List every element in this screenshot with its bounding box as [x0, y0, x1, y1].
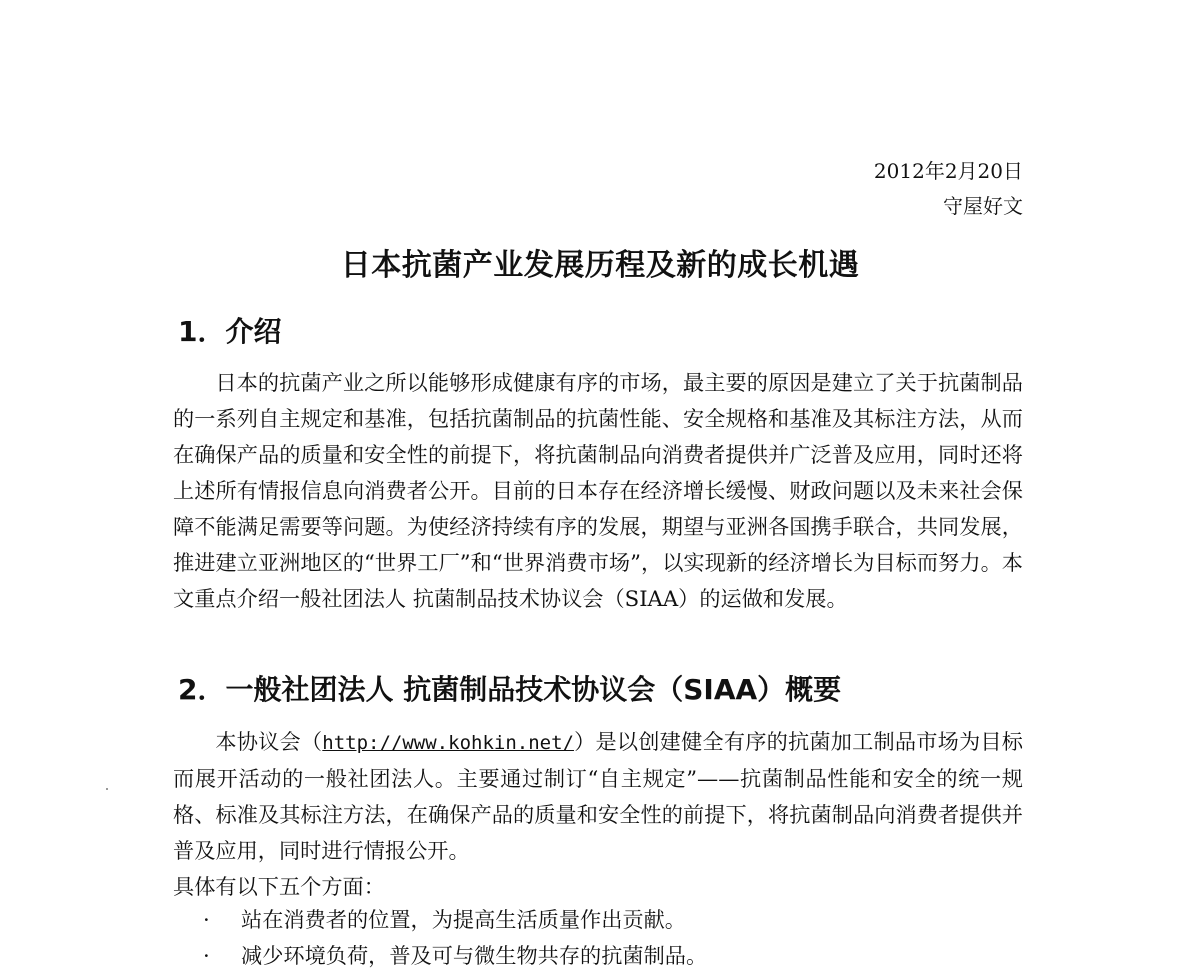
document-author: 守屋好文 [943, 194, 1023, 218]
section-2-heading: 2．一般社团法人 抗菌制品技术协议会（SIAA）概要 [178, 673, 842, 706]
website-link[interactable]: http://www.kohkin.net/ [322, 732, 574, 754]
section-1-paragraph: 日本的抗菌产业之所以能够形成健康有序的市场，最主要的原因是建立了关于抗菌制品的一系列自主规定和基准，包括抗菌制品的抗菌性能、安全规格和基准及其标注方法，从而在确保产品的质量和安全性的前提下，将抗菌制品向消费者提供并广泛普及应用，同时还将上述所有情报信息向消费者公开。目前的日本存在经济增长缓慢、财政问题以及未来社会保障不能满足需要等问题。为使经济持续有序的发展，期望与亚洲各国携手联合，共同发展，推进建立亚洲地区的“世界工厂”和“世界消费市场”，以实现新的经济增长为目标而努力。本文重点介绍一般社团法人 抗菌制品技术协议会（SIAA）的运做和发展。 [173, 370, 1023, 611]
bullet-icon: · [203, 907, 210, 932]
document-date: 2012年2月20日 [873, 159, 1023, 183]
list-item-text: 减少环境负荷，普及可与微生物共存的抗菌制品。 [241, 943, 708, 968]
section-1-heading: 1．介绍 [178, 315, 282, 348]
list-item [203, 902, 686, 938]
document-title: 日本抗菌产业发展历程及新的成长机遇 [340, 248, 860, 283]
section-2-paragraph [173, 724, 1023, 869]
paragraph-text-rest: ）是以创建健全有序的抗菌加工制品市场为目标而展开活动的一般社团法人。主要通过制订“自主规定”——抗菌制品性能和安全的统一规格、标准及其标注方法，在确保产品的质量和安全性的前提下，将抗菌制品向消费者提供并普及应用，同时进行情报公开。 [173, 729, 1023, 863]
bullet-icon: · [203, 943, 210, 968]
list-item [203, 938, 707, 974]
paragraph-text-start: 本协议会（ [215, 729, 323, 754]
list-item-text: 站在消费者的位置，为提高生活质量作出贡献。 [241, 907, 686, 932]
scan-speck [106, 788, 108, 790]
section-2-intro: 具体有以下五个方面： [173, 874, 385, 899]
